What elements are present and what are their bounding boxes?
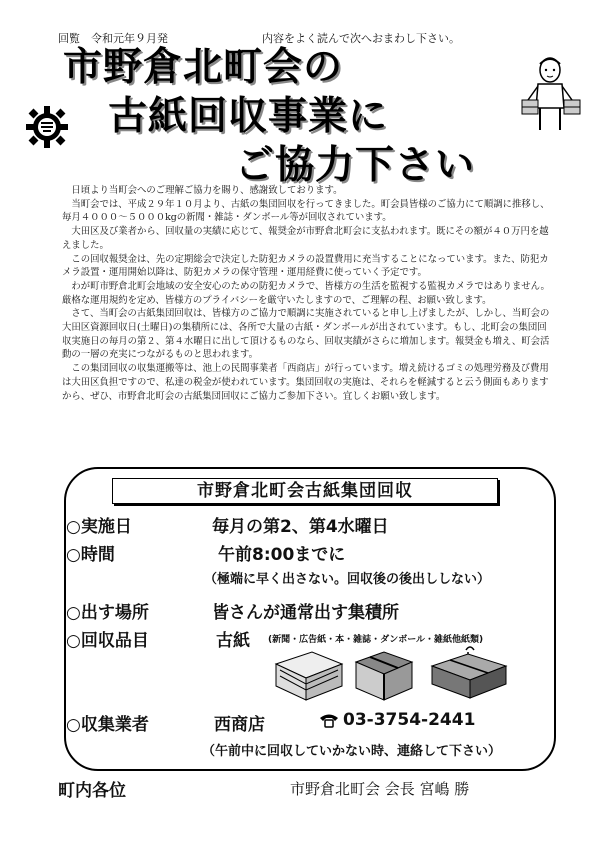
body-paragraph: 大田区及び業者から、回収量の実績に応じて、報奨金が市野倉北町会に支払われます。既にその額が４０万円を越えました。: [62, 226, 549, 251]
date-label: ○実施日: [66, 517, 132, 537]
collection-box-title: 市野倉北町会古紙集団回収: [112, 478, 498, 504]
time-value: 午前8:00までに: [218, 545, 346, 565]
items-detail: (新聞・広告紙・本・雑誌・ダンボール・雑紙他紙類): [268, 635, 484, 645]
place-label: ○出す場所: [66, 603, 149, 623]
body-paragraph: さて、当町会の古紙集団回収は、皆様方のご協力で順調に実施されていると申し上げましたが、しかし、当町会の大田区資源回収日(土曜日)の集積所には、各所で大量の古紙・ダンボールが出されています。もし、北町会の集団回収実施日の毎月の第２、第４水曜日に出して頂けるものなら、回収実績がさらに増加します。報奨金も増え、町会活動の一層の充実につながるものと思われます。: [62, 308, 550, 361]
title-line-2: 古紙回収事業に: [108, 94, 389, 139]
paper-bundles-illustration: [272, 644, 512, 706]
place-value: 皆さんが通常出す集積所: [212, 603, 399, 623]
circulation-note: 回覧 令和元年９月発: [58, 32, 168, 45]
person-carrying-paper-illustration: [520, 56, 582, 140]
title-line-1: 市野倉北町会の: [63, 45, 344, 90]
footer-addressee: 町内各位: [58, 781, 126, 801]
collector-phone: 03-3754-2441: [343, 710, 476, 730]
collector-name: 西商店: [214, 715, 265, 735]
time-note: （極端に早く出さない。回収後の後出ししない）: [204, 572, 491, 587]
town-emblem-icon: [24, 104, 70, 154]
body-paragraph: 当町会では、平成２９年１０月より、古紙の集団回収を行ってきました。町会員皆様のご協力にて順調に推移し、毎月４０００〜５０００kgの新聞・雑誌・ダンボール等が回収されています。: [62, 198, 550, 224]
instruction-note: 内容をよく読んで次へおまわし下さい。: [262, 32, 460, 45]
time-label: ○時間: [66, 545, 115, 565]
date-value: 毎月の第2、第4水曜日: [212, 517, 389, 537]
body-paragraph: 日頃より当町会へのご理解ご協力を賜り、感謝致しております。: [71, 185, 343, 196]
body-paragraph: わが町市野倉北町会地域の安全安心のための防犯カメラで、皆様方の生活を監視する監視カメラではありません。厳格な運用規約を定め、皆様方のプライバシーを厳守いたしますので、ご理解の程、お願い致します。: [62, 280, 550, 306]
telephone-icon: [318, 712, 340, 732]
items-label: ○回収品目: [66, 631, 149, 651]
collector-label: ○収集業者: [66, 715, 149, 735]
footer-sender: 市野倉北町会 会長 宮嶋 勝: [290, 780, 470, 798]
body-text: [62, 184, 554, 403]
body-paragraph: この回収報奨金は、先の定期総会で決定した防犯カメラの設置費用に充当することになっています。また、防犯カメラ設置・運用開始以降は、防犯カメラの保守管理・運用経費に使っていく予定です。: [62, 253, 549, 279]
items-value: 古紙: [216, 631, 250, 651]
collector-note: （午前中に回収していかない時、連絡して下さい）: [202, 744, 502, 759]
title-line-3: ご協力下さい: [235, 143, 476, 188]
body-paragraph: この集団回収の収集運搬等は、池上の民間事業者「西商店」が行っています。増え続けるゴミの処理労務及び費用は大田区負担ですので、私達の税金が使われています。集団回収の実施は、それらを軽減すると云う側面もありますから、ぜひ、市野倉北町会の古紙集団回収にご協力ご参加下さい。宜しくお願い致します。: [62, 363, 549, 402]
